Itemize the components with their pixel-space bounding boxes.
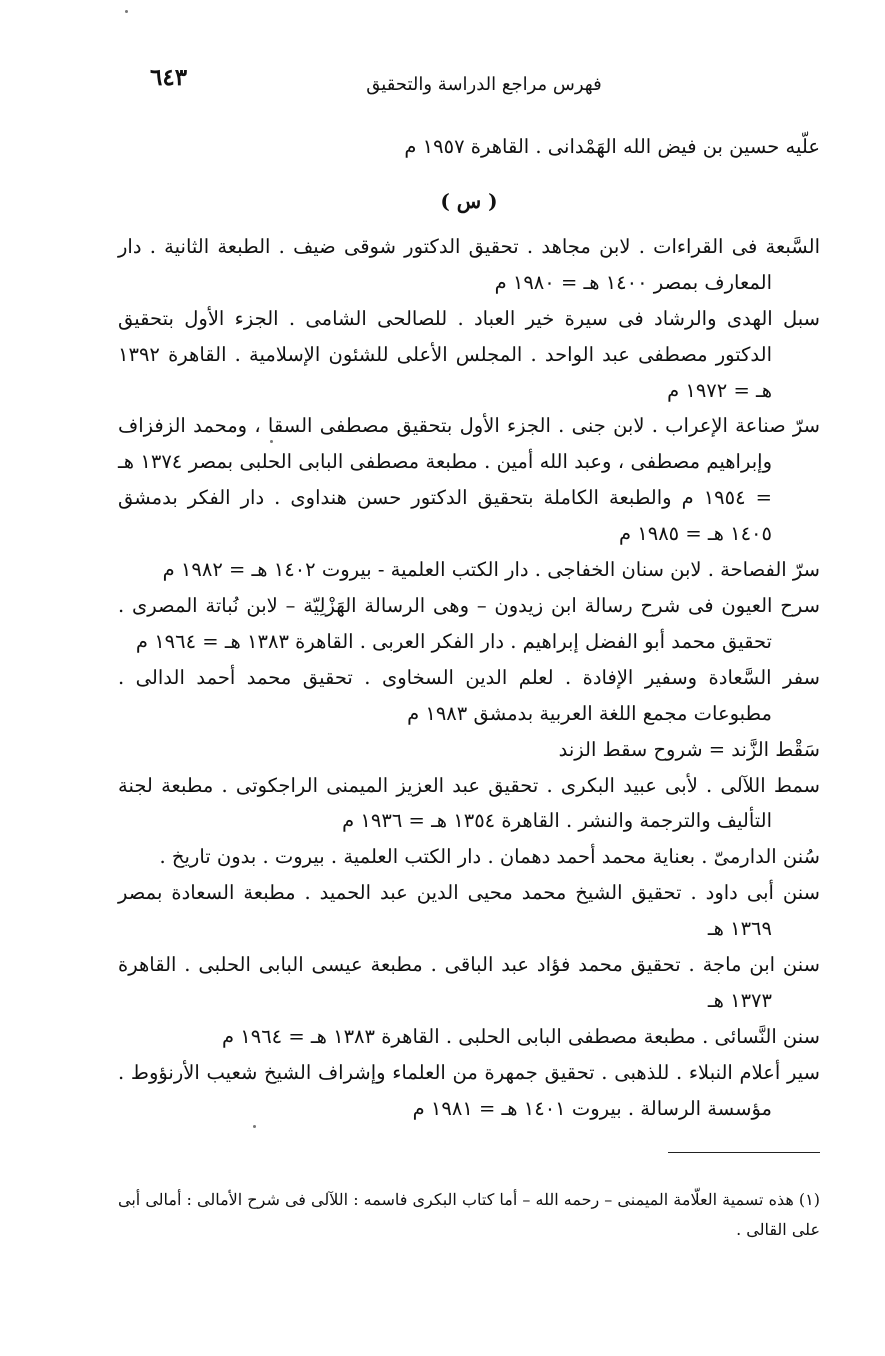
bibliography-entry: سرّ الفصاحة . لابن سنان الخفاجى . دار الكتب العلمية - بيروت ١٤٠٢ هـ = ١٩٨٢ م bbox=[162, 558, 820, 582]
bibliography-entry: سنن النَّسائى . مطبعة مصطفى البابى الحلبى . القاهرة ١٣٨٣ هـ = ١٩٦٤ م bbox=[221, 1024, 820, 1048]
section-heading: ( س ) bbox=[440, 188, 498, 213]
bibliography-entry: سفر السَّعادة وسفير الإفادة . لعلم الدين السخاوى . تحقيق محمد أحمد الدالى . مطبوعات مجمع اللغة العربية بدمشق ١٩٨٣ م bbox=[118, 665, 820, 725]
bibliography-entry: سبل الهدى والرشاد فى سيرة خير العباد . للصالحى الشامى . الجزء الأول بتحقيق الدكتور مصطفى عبد الواحد . المجلس الأعلى للشئون الإسلامية . القاهرة ١٣٩٢ هـ = ١٩٧٢ م bbox=[118, 306, 820, 402]
page-header bbox=[150, 62, 818, 102]
bibliography-entry: سرّ صناعة الإعراب . لابن جنى . الجزء الأول بتحقيق مصطفى السقا ، ومحمد الزفزاف وإبراهيم مصطفى ، وعبد الله أمين . مطبعة مصطفى البابى الحلبى بمصر ١٣٧٤ هـ = ١٩٥٤ م والطبعة الكاملة بتحقيق الدكتور حسن هنداوى . دار الفكر بدمشق ١٤٠٥ هـ = ١٩٨٥ م bbox=[118, 414, 820, 546]
scan-speck bbox=[125, 10, 128, 13]
scan-speck bbox=[253, 1125, 256, 1128]
bibliography-entry: السَّبعة فى القراءات . لابن مجاهد . تحقيق الدكتور شوقى ضيف . الطبعة الثانية . دار المعارف بمصر ١٤٠٠ هـ = ١٩٨٠ م bbox=[118, 234, 820, 294]
footnote bbox=[118, 1185, 820, 1245]
bibliography-entry: سنن أبى داود . تحقيق الشيخ محمد محيى الدين عبد الحميد . مطبعة السعادة بمصر ١٣٦٩ هـ bbox=[118, 881, 820, 941]
scan-speck bbox=[270, 440, 273, 443]
bibliography-entry: علّيه حسين بن فيض الله الهَمْدانى . القاهرة ١٩٥٧ م bbox=[404, 135, 820, 158]
running-title: فهرس مراجع الدراسة والتحقيق bbox=[366, 74, 602, 95]
bibliography-entry: سُنن الدارمىّ . بعناية محمد أحمد دهمان . دار الكتب العلمية . بيروت . بدون تاريخ . bbox=[159, 845, 820, 869]
bibliography-body bbox=[118, 129, 820, 1127]
bibliography-entry: سمط اللآلى . لأبى عبيد البكرى . تحقيق عبد العزيز الميمنى الراجكوتى . مطبعة لجنة التأليف والترجمة والنشر . القاهرة ١٣٥٤ هـ = ١٩٣٦ م bbox=[118, 773, 820, 833]
bibliography-entry: سَقْط الزَّند = شروح سقط الزند bbox=[558, 737, 820, 761]
bibliography-entry: سنن ابن ماجة . تحقيق محمد فؤاد عبد الباقى . مطبعة عيسى البابى الحلبى . القاهرة ١٣٧٣ هـ bbox=[118, 953, 820, 1012]
page-number: ٦٤٣ bbox=[150, 64, 188, 91]
bibliography-entry: سير أعلام النبلاء . للذهبى . تحقيق جمهرة من العلماء وإشراف الشيخ شعيب الأرنؤوط . مؤسسة الرسالة . بيروت ١٤٠١ هـ = ١٩٨١ م bbox=[118, 1060, 820, 1120]
footnote-divider bbox=[668, 1152, 820, 1153]
bibliography-entry: سرح العيون فى شرح رسالة ابن زيدون – وهى الرسالة الهَزْلِيّة – لابن نُباتة المصرى . تحقيق محمد أبو الفضل إبراهيم . دار الفكر العربى . القاهرة ١٣٨٣ هـ = ١٩٦٤ م bbox=[118, 593, 820, 653]
footnote-text: (١) هذه تسمية العلّامة الميمنى – رحمه الله – أما كتاب البكرى فاسمه : اللآلى فى شرح الأمالى : أمالى أبى على القالى . bbox=[118, 1190, 820, 1239]
